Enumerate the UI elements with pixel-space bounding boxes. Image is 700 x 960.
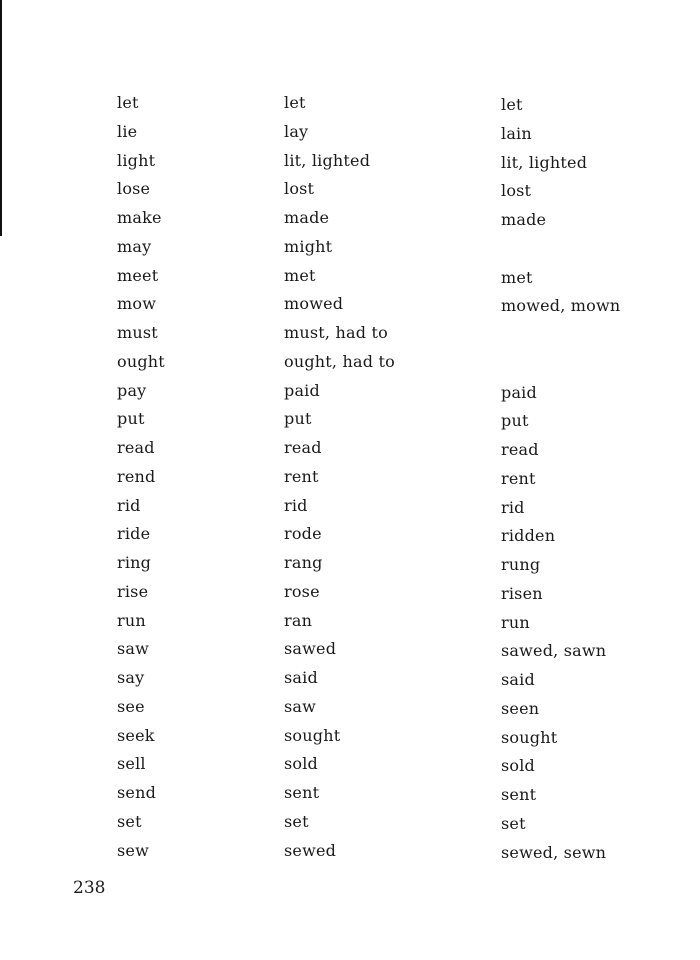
past-tense: rid [284,495,308,515]
base-form: send [117,783,157,802]
verb-row [0,668,700,697]
past-participle: lost [501,181,532,201]
past-tense: mowed [284,294,344,314]
past-tense: rang [284,553,323,572]
base-form: light [117,150,156,170]
verb-row [0,179,700,208]
past-tense: rent [284,466,319,486]
past-participle: paid [501,382,537,402]
past-participle: lit, lighted [501,152,588,172]
base-form: put [117,409,145,429]
verb-row [0,553,700,582]
past-participle: ridden [501,526,556,546]
base-form: ride [117,524,151,544]
past-participle: mowed, mown [501,296,621,316]
verb-row [0,151,700,180]
verb-row [0,611,700,640]
past-tense: let [284,93,306,112]
verb-row [0,467,700,496]
past-tense: sold [284,754,319,774]
past-tense: ran [284,610,313,630]
past-participle: seen [501,698,540,718]
past-participle: rent [501,468,536,488]
past-tense: rode [284,524,322,544]
base-form: sell [117,754,146,774]
base-form: see [117,696,145,716]
verb-row [0,381,700,410]
past-tense: lit, lighted [284,150,371,170]
verb-row [0,323,700,352]
past-tense: might [284,236,333,256]
base-form: lose [117,179,151,199]
verb-row [0,352,700,381]
past-tense: read [284,438,322,457]
base-form: let [117,93,139,112]
past-tense: sewed [284,840,337,860]
verb-row [0,812,700,841]
past-tense: lost [284,179,315,199]
base-form: rid [117,495,141,515]
page-number: 238 [73,878,106,898]
past-participle: sold [501,756,536,776]
verb-row [0,409,700,438]
verb-row [0,754,700,783]
past-participle: said [501,670,535,689]
base-form: meet [117,265,159,285]
verb-row [0,438,700,467]
base-form: rend [117,466,156,486]
base-form: run [117,610,146,630]
past-tense: said [284,668,318,687]
past-participle: met [501,267,533,287]
verb-row [0,266,700,295]
base-form: sew [117,840,149,860]
past-participle: lain [501,123,532,143]
base-form: ring [117,553,152,572]
verb-row [0,294,700,323]
past-tense: made [284,208,330,227]
verb-row [0,208,700,237]
base-form: mow [117,294,157,314]
past-participle: rung [501,555,541,574]
past-participle: read [501,440,539,459]
verb-row [0,726,700,755]
past-participle: sewed, sewn [501,842,607,862]
past-participle: rid [501,497,525,517]
past-participle: made [501,210,547,229]
verb-row [0,93,700,122]
past-participle: put [501,411,529,431]
base-form: lie [117,121,138,141]
verb-row [0,122,700,151]
past-tense: rose [284,581,320,601]
verb-row [0,524,700,553]
past-tense: put [284,409,312,429]
past-tense: saw [284,696,317,716]
past-participle: let [501,95,523,114]
past-tense: set [284,811,309,831]
base-form: saw [117,639,150,659]
past-participle: risen [501,583,543,603]
verb-row [0,783,700,812]
base-form: set [117,811,142,831]
past-tense: sent [284,783,320,802]
verb-row [0,639,700,668]
base-form: pay [117,380,147,400]
past-tense: met [284,265,316,285]
past-participle: sent [501,785,537,804]
verb-row [0,697,700,726]
base-form: seek [117,725,155,745]
base-form: may [117,236,152,256]
verb-row [0,496,700,525]
past-tense: must, had to [284,323,388,342]
verb-row [0,841,700,870]
past-tense: ought, had to [284,351,395,371]
past-tense: paid [284,380,320,400]
past-tense: lay [284,121,309,141]
irregular-verb-table [0,93,700,869]
past-participle: sawed, sawn [501,641,607,661]
base-form: say [117,668,145,687]
past-tense: sawed [284,639,337,659]
base-form: must [117,323,158,342]
base-form: rise [117,581,149,601]
verb-row [0,237,700,266]
base-form: make [117,208,162,227]
base-form: ought [117,351,165,371]
past-tense: sought [284,725,341,745]
base-form: read [117,438,155,457]
past-participle: set [501,813,526,833]
past-participle: sought [501,727,558,747]
verb-row [0,582,700,611]
past-participle: run [501,612,530,632]
